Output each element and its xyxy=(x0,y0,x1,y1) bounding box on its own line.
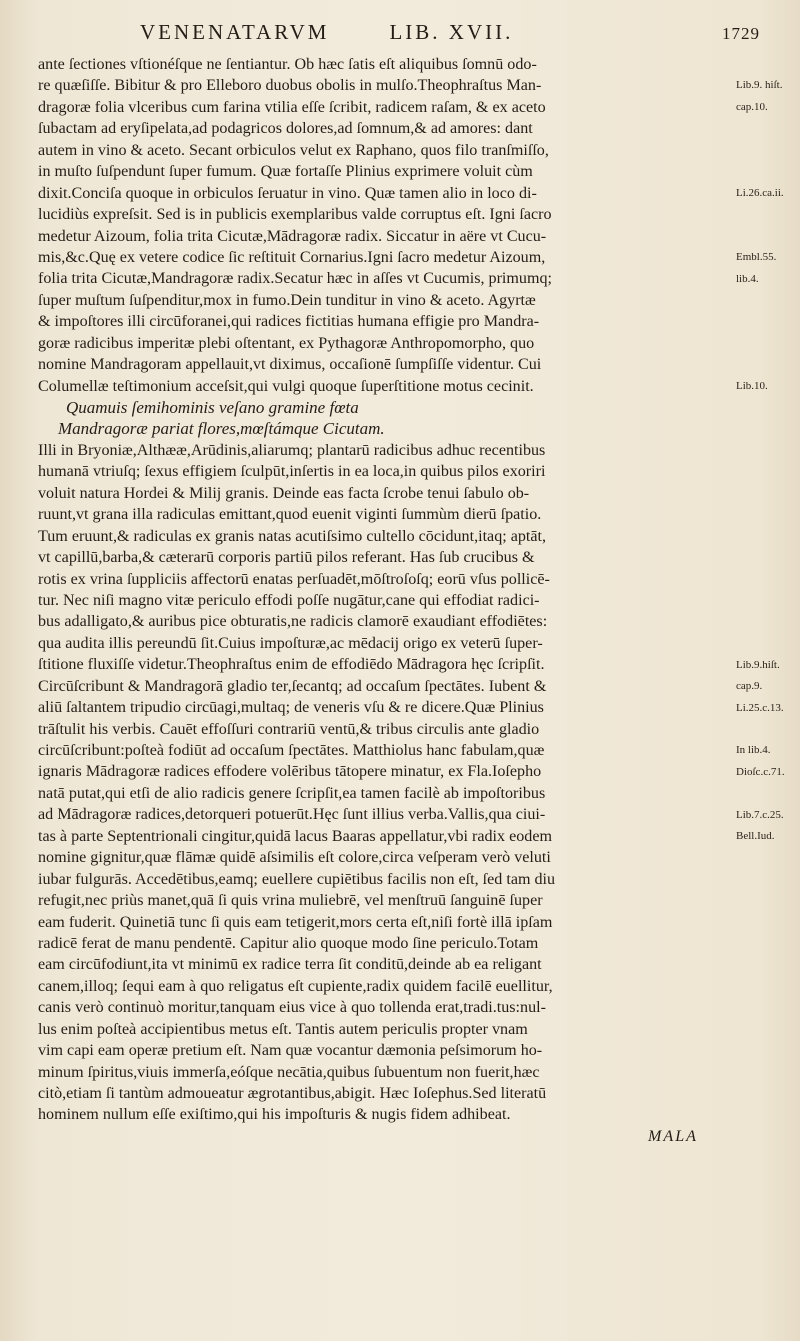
text-line: in muſto ſuſpendunt ſuper fumum. Quæ fortaſſe Plinius exprimere voluit cùm xyxy=(38,163,533,181)
margin-note: Lib.9.hiſt. xyxy=(736,658,780,671)
text-line: & impoſtores illi circūforanei,qui radices fictitias humana effigie pro Mandra- xyxy=(38,313,540,331)
text-line: nomine Mandragoram appellauit,vt diximus, occaſionē ſumpſiſſe videntur. Cui xyxy=(38,356,542,374)
margin-note: Dioſc.c.71. xyxy=(736,765,785,778)
text-line: circūſcribunt:poſteà fodiūt ad occaſum ſpectātes. Matthiolus hanc fabulam,quæ xyxy=(38,742,545,759)
text-line: autem in vino & aceto. Secant orbiculos velut ex Raphano, quos filo tranſmiſſo, xyxy=(38,141,549,159)
text-line: hominem nullum eſſe exiſtimo,qui his impoſturis & nugis fidem adhibeat. xyxy=(38,1106,511,1124)
text-line: ſtitione fluxiſſe videtur.Theophraſtus enim de effodiēdo Mādragora hęc ſcripſit. xyxy=(38,656,545,674)
margin-note: lib.4. xyxy=(736,272,759,285)
margin-note: Embl.55. xyxy=(736,251,777,264)
text-line: tur. Nec niſi magno vitæ periculo effodi poſſe nugātur,cane qui effodiat radici- xyxy=(38,591,540,609)
text-line: tas à parte Septentrionali cingitur,quidā lacus Baaras appellatur,vbi radix eodem xyxy=(38,827,552,845)
text-line: citò,etiam ſi tantùm admoueatur ægrotantibus,abigit. Hæc Ioſephus.Sed literatū xyxy=(38,1085,547,1102)
text-line: natā putat,qui etſi de alio radicis genere ſcripſit,ea tamen facilè ab impoſtoribus xyxy=(38,784,546,802)
text-line: vim capi eam operæ pretium eſt. Nam quæ vocantur dæmonia peſsimorum ho- xyxy=(38,1042,543,1060)
text-line: ruunt,vt grana illa radiculas emittant,quod euenit viginti ſummùm dierū ſpatio. xyxy=(38,506,542,524)
margin-note: Lib.7.c.25. xyxy=(736,808,784,821)
text-line: nomine gignitur,quæ flāmæ quidē aſsimilis eſt colore,circa veſperam verò veluti xyxy=(38,849,551,867)
text-line: canem,illoq; ſequi eam à quo religatus eſt cupiente,radix quidem facilē euellitur, xyxy=(38,977,553,995)
text-line: ante ſectiones vſtionéſque ne ſentiantur. Ob hæc ſatis eſt aliquibus ſomnū odo- xyxy=(38,56,537,73)
body-text xyxy=(38,54,728,1147)
margin-note: Lib.10. xyxy=(736,379,768,392)
text-line: minum ſpiritus,viuis immerſa,eóſque necātia,quibus ſubuentum non fuerit,hæc xyxy=(38,1063,540,1081)
text-line: eam fuderit. Quinetiā tunc ſi quis eam tetigerit,mors certa eſt,niſi fortè illā ipſam xyxy=(38,913,553,931)
text-line: iubar fulgurās. Accedētibus,eamq; euellere cupiētibus facilis non eſt, ſed tam diu xyxy=(38,870,556,888)
running-title: VENENATARVM xyxy=(140,20,330,44)
text-line: Mandragoræ pariat flores,mœſtámque Cicutam. xyxy=(58,419,385,439)
text-line: re quæſiſſe. Bibitur & pro Elleboro duobus obolis in mulſo.Theophraſtus Man- xyxy=(38,77,542,95)
text-line: trāſtulit his verbis. Cauēt effoſſuri contrariū ventū,& tribus circulis ante gladio xyxy=(38,720,540,738)
margin-note: Li.26.ca.ii. xyxy=(736,186,784,199)
text-line: vt capillū,barba,& cæterarū corporis partiū pilos referant. Has ſub crucibus & xyxy=(38,549,535,567)
text-line: medetur Aizoum, folia trita Cicutæ,Mādragoræ radix. Siccatur in aëre vt Cucu- xyxy=(38,227,547,245)
text-line: radicē ferat de manu pendentē. Capitur alio quoque modo ſine periculo.Totam xyxy=(38,934,539,952)
text-line: dixit.Conciſa quoque in orbiculos ſeruatur in vino. Quæ tamen alio in loco di- xyxy=(38,184,537,202)
book-number: LIB. XVII. xyxy=(389,20,514,44)
text-line: ſubactam ad eryſipelata,ad podagricos dolores,ad ſomnum,& ad amores: dant xyxy=(38,120,533,138)
text-line: goræ radicibus imperitæ plebi oſtentant, ex Pythagoræ Anthropomorpho, quo xyxy=(38,334,535,352)
text-line: humanā vtriuſq; ſexus effigiem ſculpūt,inſertis in ea loca,in quibus pilos exoriri xyxy=(38,463,546,481)
margin-note: cap.10. xyxy=(736,100,768,113)
margin-note: Lib.9. hiſt. xyxy=(736,79,783,92)
text-line: refugit,nec priùs manet,quā ſi quis vrina muliebrē, vel menſtruū ſanguinē ſuper xyxy=(38,892,543,910)
text-line: voluit natura Hordei & Milij granis. Deinde eas facta ſcrobe tenui ſabulo ob- xyxy=(38,484,530,502)
text-line: Quamuis ſemihominis veſano gramine fœta xyxy=(66,398,359,417)
text-line: folia trita Cicutæ,Mandragoræ radix.Secatur hæc in aſſes vt Cucumis, primumq; xyxy=(38,270,553,288)
margin-note: cap.9. xyxy=(736,680,763,693)
text-line: Illi in Bryoniæ,Althææ,Arūdinis,aliarumq; plantarū radicibus adhuc recentibus xyxy=(38,441,546,459)
text-line: Tum eruunt,& radiculas ex granis natas acutiſsimo cultello cōcidunt,itaq; aptāt, xyxy=(38,527,547,545)
text-line: Circūſcribunt & Mandragorā gladio ter,ſecantq; ad occaſum ſpectātes. Iubent & xyxy=(38,677,547,695)
margin-note: Bell.Iud. xyxy=(736,830,775,843)
text-line: ſuper muſtum ſuſpenditur,mox in fumo.Dein tunditur in vino & aceto. Agyrtæ xyxy=(38,291,536,309)
text-line: rotis ex vrina ſuppliciis affectorū enatas perſuadēt,mōſtroſoſq; eorū vſus pollicē- xyxy=(38,570,550,588)
text-line: Columellæ teſtimonium acceſsit,qui vulgi quoque ſuperſtitione motus cecinit. xyxy=(38,377,534,395)
running-header xyxy=(140,20,760,50)
text-line: canis verò continuò moritur,tanquam eius vice à quo tollenda erat,tradi.tus:nul- xyxy=(38,999,546,1017)
margin-note: In lib.4. xyxy=(736,744,771,757)
text-line: qua audita illis pereundū ſit.Cuius impoſturæ,ac mēdacij origo ex veterū ſuper- xyxy=(38,634,543,652)
text-line: ignaris Mādragoræ radices effodere volēribus tātopere minatur, ex Fla.Ioſepho xyxy=(38,763,542,781)
text-line: dragoræ folia vlceribus cum farina vtilia eſſe ſcribit, radicem raſam, & ex aceto xyxy=(38,98,546,116)
text-line: mis,&c.Quę ex vetere codice ſic reſtituit Cornarius.Igni ſacro medetur Aizoum, xyxy=(38,248,546,266)
text-line: lus enim poſteà accipientibus metus eſt. Tantis autem periculis propter vnam xyxy=(38,1020,528,1038)
text-line: eam circūfodiunt,ita vt minimū ex radice terra ſit conditū,deinde ab ea religant xyxy=(38,956,542,974)
text-line: lucidiùs expreſsit. Sed is in publicis exemplaribus valde corruptus eſt. Igni ſacro xyxy=(38,206,552,224)
page-number: 1729 xyxy=(722,24,760,43)
text-line: ad Mādragoræ radices,detorqueri potuerūt.Hęc ſunt illius verba.Vallis,qua ciui- xyxy=(38,806,546,824)
text-line: MALA xyxy=(647,1127,698,1145)
margin-note: Li.25.c.13. xyxy=(736,701,784,714)
text-line: bus adalligato,& auribus pice obturatis,ne radicis clamorē exaudiant effodiētes: xyxy=(38,613,548,631)
text-line: aliū ſaltantem tripudio circūagi,multaq; de veneris vſu & re dicere.Quæ Plinius xyxy=(38,699,544,717)
